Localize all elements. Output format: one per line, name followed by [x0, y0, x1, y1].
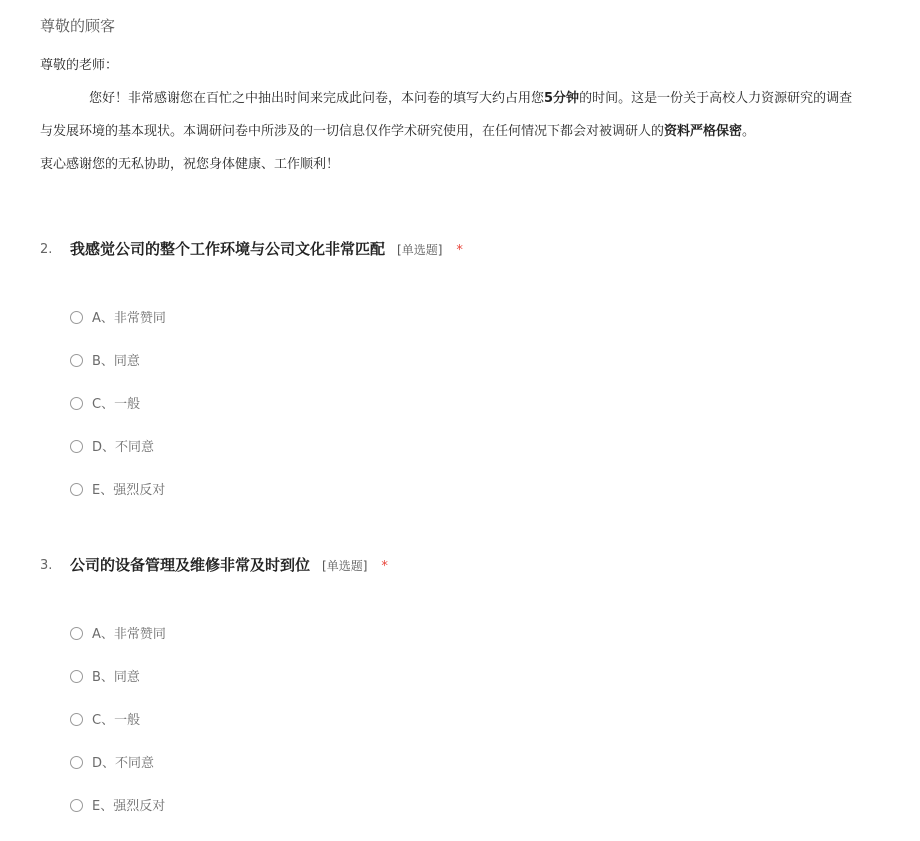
question-2 [40, 238, 880, 498]
question-title [70, 554, 388, 575]
option-b[interactable] [70, 353, 166, 396]
option-c[interactable] [70, 712, 166, 755]
intro-p2-text-c: 。 [742, 124, 756, 139]
intro-p2-confidential: 资料严格保密 [664, 124, 743, 139]
option-label: B、同意 [92, 354, 140, 369]
radio-button[interactable] [70, 799, 83, 812]
question-header [40, 238, 880, 264]
intro-paragraph-2 [40, 122, 920, 155]
question-number: 2. [40, 242, 53, 257]
option-label: B、同意 [92, 670, 140, 685]
question-header [40, 554, 880, 580]
option-a[interactable] [70, 310, 166, 353]
option-d[interactable] [70, 439, 166, 482]
intro-paragraph-1 [40, 89, 920, 122]
options-list [70, 626, 166, 841]
radio-button[interactable] [70, 627, 83, 640]
option-label: E、强烈反对 [92, 799, 166, 814]
radio-button[interactable] [70, 311, 83, 324]
option-label: C、一般 [92, 713, 141, 728]
question-title [70, 238, 463, 259]
intro-p1-text-c: 的时间。这是一份关于高校人力资源研究的调查 [579, 91, 853, 106]
options-list [70, 310, 166, 525]
page-title: 尊敬的顾客 [40, 17, 116, 35]
required-marker: * [381, 559, 388, 574]
radio-button[interactable] [70, 483, 83, 496]
intro-p2-text-a: 与发展环境的基本现状。本调研问卷中所涉及的一切信息仅作学术研究使用，在任何情况下都会对被调研人的 [40, 124, 665, 139]
option-e[interactable] [70, 798, 166, 841]
required-marker: * [456, 243, 463, 258]
question-3 [40, 554, 880, 814]
option-label: A、非常赞同 [92, 627, 166, 642]
question-type-tag: [单选题] [397, 243, 443, 257]
option-a[interactable] [70, 626, 166, 669]
option-b[interactable] [70, 669, 166, 712]
option-d[interactable] [70, 755, 166, 798]
intro-p1-duration: 5分钟 [544, 91, 580, 106]
radio-button[interactable] [70, 756, 83, 769]
option-label: C、一般 [92, 397, 141, 412]
intro-p1-text-a: 您好！非常感谢您在百忙之中抽出时间来完成此问卷，本问卷的填写大约占用您 [89, 91, 545, 106]
radio-button[interactable] [70, 397, 83, 410]
intro-paragraph-3: 衷心感谢您的无私协助，祝您身体健康、工作顺利！ [40, 157, 340, 172]
question-text: 公司的设备管理及维修非常及时到位 [70, 556, 311, 574]
radio-button[interactable] [70, 670, 83, 683]
option-label: E、强烈反对 [92, 483, 166, 498]
question-type-tag: [单选题] [322, 559, 368, 573]
option-label: A、非常赞同 [92, 311, 166, 326]
intro-section [40, 56, 920, 188]
radio-button[interactable] [70, 440, 83, 453]
option-c[interactable] [70, 396, 166, 439]
option-label: D、不同意 [92, 440, 155, 455]
option-label: D、不同意 [92, 756, 155, 771]
radio-button[interactable] [70, 354, 83, 367]
intro-salutation: 尊敬的老师： [40, 58, 119, 73]
question-number: 3. [40, 558, 53, 573]
radio-button[interactable] [70, 713, 83, 726]
question-text: 我感觉公司的整个工作环境与公司文化非常匹配 [70, 240, 386, 258]
option-e[interactable] [70, 482, 166, 525]
